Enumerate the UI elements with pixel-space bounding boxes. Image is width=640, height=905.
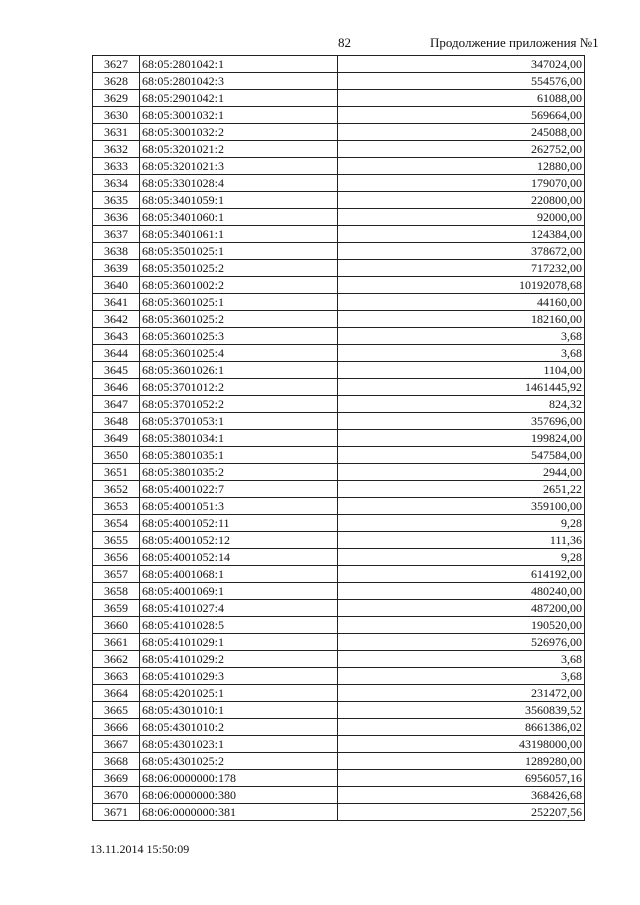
cadastral-number-cell: 68:05:4101029:1 [140, 634, 338, 651]
row-number-cell: 3628 [93, 73, 140, 90]
row-number-cell: 3656 [93, 549, 140, 566]
table-row [93, 226, 585, 243]
table-row [93, 787, 585, 804]
value-cell: 44160,00 [338, 294, 585, 311]
value-cell: 124384,00 [338, 226, 585, 243]
cadastral-number-cell: 68:06:0000000:380 [140, 787, 338, 804]
cadastral-number-cell: 68:05:4101029:2 [140, 651, 338, 668]
value-cell: 357696,00 [338, 413, 585, 430]
row-number-cell: 3649 [93, 430, 140, 447]
table-row [93, 464, 585, 481]
value-cell: 359100,00 [338, 498, 585, 515]
value-cell: 378672,00 [338, 243, 585, 260]
table-row [93, 379, 585, 396]
row-number-cell: 3661 [93, 634, 140, 651]
row-number-cell: 3666 [93, 719, 140, 736]
value-cell: 61088,00 [338, 90, 585, 107]
value-cell: 43198000,00 [338, 736, 585, 753]
cadastral-number-cell: 68:05:3801034:1 [140, 430, 338, 447]
value-cell: 3,68 [338, 345, 585, 362]
table-row [93, 277, 585, 294]
row-number-cell: 3648 [93, 413, 140, 430]
cadastral-number-cell: 68:05:3701053:1 [140, 413, 338, 430]
row-number-cell: 3634 [93, 175, 140, 192]
row-number-cell: 3652 [93, 481, 140, 498]
row-number-cell: 3633 [93, 158, 140, 175]
value-cell: 3,68 [338, 651, 585, 668]
row-number-cell: 3630 [93, 107, 140, 124]
cadastral-number-cell: 68:05:3401060:1 [140, 209, 338, 226]
cadastral-number-cell: 68:05:3401059:1 [140, 192, 338, 209]
print-timestamp: 13.11.2014 15:50:09 [90, 842, 190, 856]
table-row [93, 260, 585, 277]
cadastral-number-cell: 68:05:2901042:1 [140, 90, 338, 107]
table-row [93, 498, 585, 515]
value-cell: 554576,00 [338, 73, 585, 90]
value-cell: 569664,00 [338, 107, 585, 124]
value-cell: 6956057,16 [338, 770, 585, 787]
table-row [93, 617, 585, 634]
value-cell: 614192,00 [338, 566, 585, 583]
row-number-cell: 3635 [93, 192, 140, 209]
cadastral-number-cell: 68:05:4001068:1 [140, 566, 338, 583]
value-cell: 10192078,68 [338, 277, 585, 294]
value-cell: 480240,00 [338, 583, 585, 600]
cadastral-number-cell: 68:05:4001051:3 [140, 498, 338, 515]
row-number-cell: 3647 [93, 396, 140, 413]
row-number-cell: 3662 [93, 651, 140, 668]
value-cell: 182160,00 [338, 311, 585, 328]
table-row [93, 736, 585, 753]
table-row [93, 447, 585, 464]
cadastral-number-cell: 68:05:4301025:2 [140, 753, 338, 770]
table-row [93, 175, 585, 192]
continuation-title: Продолжение приложения №1 [430, 35, 599, 50]
cadastral-number-cell: 68:05:3701012:2 [140, 379, 338, 396]
row-number-cell: 3642 [93, 311, 140, 328]
cadastral-number-cell: 68:05:2801042:1 [140, 56, 338, 73]
value-cell: 1461445,92 [338, 379, 585, 396]
value-cell: 111,36 [338, 532, 585, 549]
cadastral-number-cell: 68:05:3201021:2 [140, 141, 338, 158]
row-number-cell: 3643 [93, 328, 140, 345]
table-row [93, 481, 585, 498]
cadastral-number-cell: 68:05:3801035:1 [140, 447, 338, 464]
row-number-cell: 3638 [93, 243, 140, 260]
value-cell: 368426,68 [338, 787, 585, 804]
row-number-cell: 3646 [93, 379, 140, 396]
value-cell: 92000,00 [338, 209, 585, 226]
table-row [93, 702, 585, 719]
table-row [93, 413, 585, 430]
table-row [93, 124, 585, 141]
value-cell: 717232,00 [338, 260, 585, 277]
register-table [92, 55, 585, 821]
row-number-cell: 3654 [93, 515, 140, 532]
table-row [93, 90, 585, 107]
value-cell: 262752,00 [338, 141, 585, 158]
cadastral-number-cell: 68:05:3001032:1 [140, 107, 338, 124]
table-row [93, 532, 585, 549]
table-row [93, 158, 585, 175]
cadastral-number-cell: 68:05:3501025:2 [140, 260, 338, 277]
cadastral-number-cell: 68:05:4001022:7 [140, 481, 338, 498]
row-number-cell: 3641 [93, 294, 140, 311]
value-cell: 2651,22 [338, 481, 585, 498]
table-row [93, 430, 585, 447]
table-row [93, 515, 585, 532]
value-cell: 1289280,00 [338, 753, 585, 770]
table-row [93, 311, 585, 328]
cadastral-number-cell: 68:05:3601025:1 [140, 294, 338, 311]
value-cell: 3,68 [338, 328, 585, 345]
table-row [93, 685, 585, 702]
value-cell: 12880,00 [338, 158, 585, 175]
row-number-cell: 3657 [93, 566, 140, 583]
cadastral-number-cell: 68:06:0000000:178 [140, 770, 338, 787]
value-cell: 199824,00 [338, 430, 585, 447]
value-cell: 231472,00 [338, 685, 585, 702]
cadastral-number-cell: 68:05:4001052:12 [140, 532, 338, 549]
row-number-cell: 3629 [93, 90, 140, 107]
table-row [93, 362, 585, 379]
row-number-cell: 3667 [93, 736, 140, 753]
table-row [93, 583, 585, 600]
cadastral-number-cell: 68:05:4201025:1 [140, 685, 338, 702]
row-number-cell: 3651 [93, 464, 140, 481]
row-number-cell: 3644 [93, 345, 140, 362]
cadastral-number-cell: 68:05:4101027:4 [140, 600, 338, 617]
value-cell: 8661386,02 [338, 719, 585, 736]
value-cell: 526976,00 [338, 634, 585, 651]
cadastral-number-cell: 68:05:3001032:2 [140, 124, 338, 141]
cadastral-number-cell: 68:05:4001052:14 [140, 549, 338, 566]
table-row [93, 192, 585, 209]
value-cell: 3560839,52 [338, 702, 585, 719]
cadastral-number-cell: 68:05:3601002:2 [140, 277, 338, 294]
cadastral-number-cell: 68:05:3201021:3 [140, 158, 338, 175]
value-cell: 824,32 [338, 396, 585, 413]
table-row [93, 73, 585, 90]
table-row [93, 294, 585, 311]
value-cell: 487200,00 [338, 600, 585, 617]
cadastral-number-cell: 68:05:3601025:4 [140, 345, 338, 362]
table-row [93, 396, 585, 413]
cadastral-number-cell: 68:05:3801035:2 [140, 464, 338, 481]
row-number-cell: 3653 [93, 498, 140, 515]
value-cell: 3,68 [338, 668, 585, 685]
row-number-cell: 3659 [93, 600, 140, 617]
value-cell: 9,28 [338, 515, 585, 532]
row-number-cell: 3660 [93, 617, 140, 634]
value-cell: 190520,00 [338, 617, 585, 634]
cadastral-number-cell: 68:05:4001052:11 [140, 515, 338, 532]
table-row [93, 719, 585, 736]
cadastral-number-cell: 68:05:3701052:2 [140, 396, 338, 413]
row-number-cell: 3645 [93, 362, 140, 379]
cadastral-number-cell: 68:05:4101028:5 [140, 617, 338, 634]
table-row [93, 753, 585, 770]
table-row [93, 209, 585, 226]
row-number-cell: 3664 [93, 685, 140, 702]
cadastral-number-cell: 68:06:0000000:381 [140, 804, 338, 821]
value-cell: 9,28 [338, 549, 585, 566]
value-cell: 179070,00 [338, 175, 585, 192]
table-row [93, 141, 585, 158]
row-number-cell: 3665 [93, 702, 140, 719]
register-table-body [93, 56, 585, 821]
table-row [93, 107, 585, 124]
table-row [93, 243, 585, 260]
row-number-cell: 3637 [93, 226, 140, 243]
cadastral-number-cell: 68:05:4301010:2 [140, 719, 338, 736]
table-row [93, 804, 585, 821]
cadastral-number-cell: 68:05:2801042:3 [140, 73, 338, 90]
row-number-cell: 3658 [93, 583, 140, 600]
cadastral-number-cell: 68:05:3301028:4 [140, 175, 338, 192]
table-row [93, 345, 585, 362]
row-number-cell: 3631 [93, 124, 140, 141]
table-row [93, 549, 585, 566]
row-number-cell: 3640 [93, 277, 140, 294]
value-cell: 547584,00 [338, 447, 585, 464]
cadastral-number-cell: 68:05:4001069:1 [140, 583, 338, 600]
row-number-cell: 3632 [93, 141, 140, 158]
row-number-cell: 3671 [93, 804, 140, 821]
table-row [93, 600, 585, 617]
cadastral-number-cell: 68:05:3601025:2 [140, 311, 338, 328]
value-cell: 1104,00 [338, 362, 585, 379]
cadastral-number-cell: 68:05:3601026:1 [140, 362, 338, 379]
cadastral-number-cell: 68:05:4301023:1 [140, 736, 338, 753]
cadastral-number-cell: 68:05:4301010:1 [140, 702, 338, 719]
value-cell: 245088,00 [338, 124, 585, 141]
table-row [93, 566, 585, 583]
row-number-cell: 3650 [93, 447, 140, 464]
value-cell: 347024,00 [338, 56, 585, 73]
row-number-cell: 3627 [93, 56, 140, 73]
value-cell: 220800,00 [338, 192, 585, 209]
value-cell: 2944,00 [338, 464, 585, 481]
table-row [93, 770, 585, 787]
cadastral-number-cell: 68:05:3401061:1 [140, 226, 338, 243]
row-number-cell: 3655 [93, 532, 140, 549]
table-row [93, 651, 585, 668]
table-row [93, 328, 585, 345]
row-number-cell: 3668 [93, 753, 140, 770]
table-row [93, 634, 585, 651]
page-number: 82 [338, 35, 351, 50]
cadastral-number-cell: 68:05:3501025:1 [140, 243, 338, 260]
row-number-cell: 3663 [93, 668, 140, 685]
value-cell: 252207,56 [338, 804, 585, 821]
cadastral-number-cell: 68:05:3601025:3 [140, 328, 338, 345]
row-number-cell: 3636 [93, 209, 140, 226]
row-number-cell: 3639 [93, 260, 140, 277]
table-row [93, 668, 585, 685]
row-number-cell: 3670 [93, 787, 140, 804]
table-row [93, 56, 585, 73]
cadastral-number-cell: 68:05:4101029:3 [140, 668, 338, 685]
row-number-cell: 3669 [93, 770, 140, 787]
